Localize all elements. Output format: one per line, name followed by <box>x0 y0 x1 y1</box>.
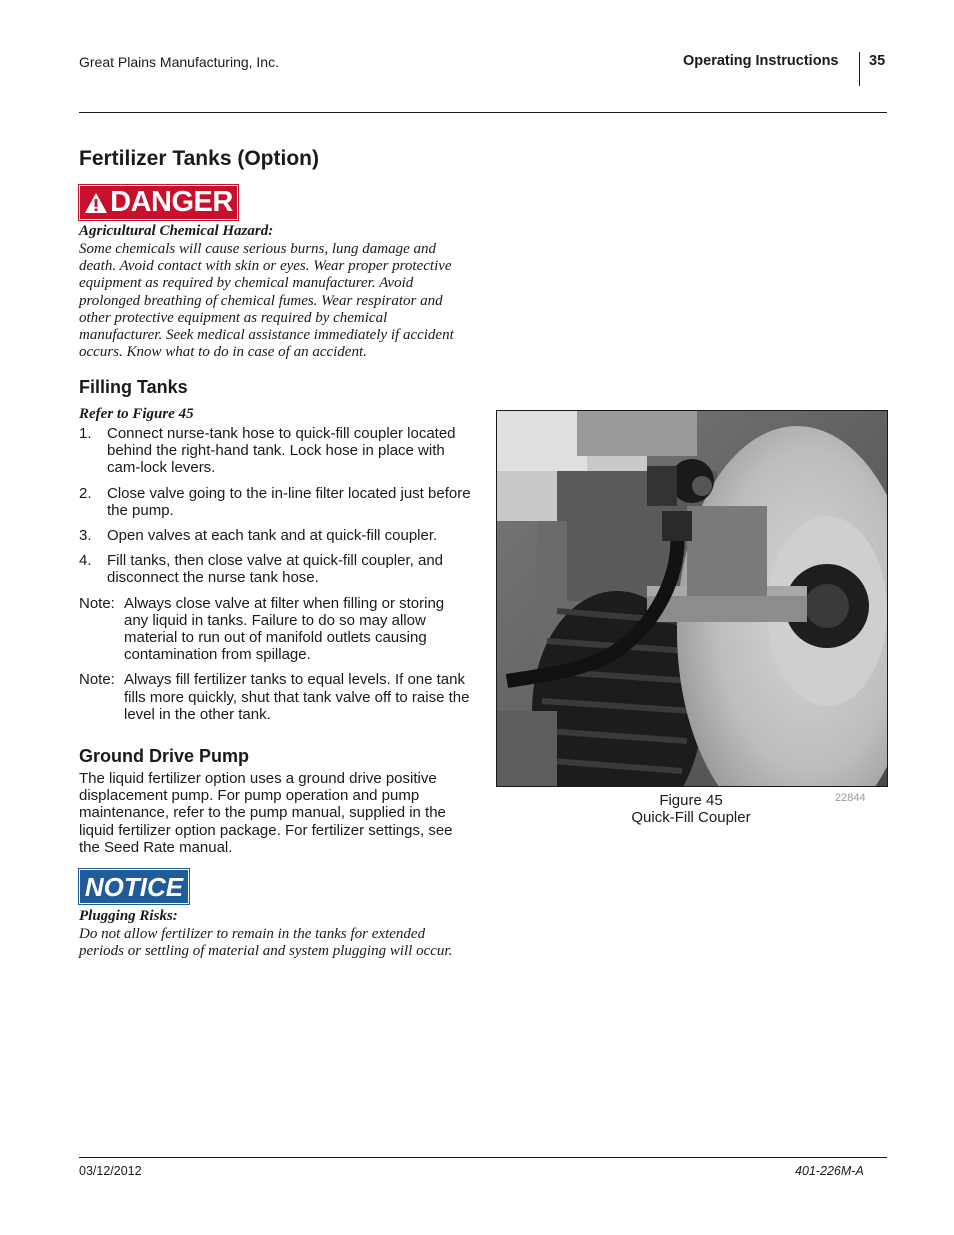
header-section: Operating Instructions <box>683 53 839 69</box>
plugging-risks-title: Plugging Risks: <box>79 908 178 924</box>
figure-title: Quick-Fill Coupler <box>631 809 751 826</box>
notice-label: NOTICE <box>84 871 184 902</box>
header-company: Great Plains Manufacturing, Inc. <box>79 54 279 70</box>
figure-label: Figure 45 <box>659 792 723 809</box>
step-text: Connect nurse-tank hose to quick-fill coupler located behind the right-hand tank. Lock hose in place with cam-lock levers. <box>107 425 456 477</box>
step-number: 3. <box>79 527 92 545</box>
photo-number: 22844 <box>835 792 866 804</box>
footer-rule <box>79 1157 887 1158</box>
page-title: Fertilizer Tanks (Option) <box>79 147 319 170</box>
step-number: 1. <box>79 425 92 442</box>
quick-fill-coupler-photo <box>496 410 888 787</box>
step-text: Open valves at each tank and at quick-fill coupler. <box>107 527 438 545</box>
hazard-title: Agricultural Chemical Hazard: <box>79 223 274 239</box>
note-label: Note: <box>79 594 115 612</box>
step-text: Close valve going to the in-line filter located just before the pump. <box>107 484 471 519</box>
step-number: 4. <box>79 552 92 570</box>
note-item <box>79 595 471 664</box>
danger-badge <box>79 185 238 220</box>
header-separator <box>859 52 860 86</box>
list-item <box>79 552 471 586</box>
notice-badge <box>79 869 189 904</box>
step-number: 2. <box>79 484 92 502</box>
filling-steps-list <box>79 425 471 731</box>
coupler-illustration <box>497 411 887 786</box>
note-text: Always close valve at filter when filling or storing any liquid in tanks. Failure to do so may allow material to run out of manifold outlets causing contamination from spillage. <box>124 594 445 664</box>
pump-body: The liquid fertilizer option uses a ground drive positive displacement pump. For pump operation and pump maintenance, refer to the pump manual, supplied in the liquid fertilizer option package. For fertilizer settings, see the Seed Rate manual. <box>79 770 453 856</box>
hazard-body: Some chemicals will cause serious burns, lung damage and death. Avoid contact with skin or eyes. Wear proper protective equipment as required by chemical manufacturer. Avoid prolonged breathing of chemical fumes. Wear respirator and other protective equipment as required by chemical manufacturer. Seek medical assistance immediately if accident occurs. Know what to do in case of an accident. <box>79 241 454 361</box>
footer-doc-number: 401-226M-A <box>795 1164 864 1178</box>
note-label: Note: <box>79 671 115 689</box>
footer-date: 03/12/2012 <box>79 1164 142 1178</box>
list-item <box>79 485 471 519</box>
header-rule <box>79 112 887 113</box>
figure-reference: Refer to Figure 45 <box>79 406 194 422</box>
warning-triangle-icon <box>84 192 108 214</box>
list-item <box>79 527 471 544</box>
ground-drive-pump-heading: Ground Drive Pump <box>79 746 250 766</box>
filling-tanks-heading: Filling Tanks <box>79 377 188 397</box>
note-text: Always fill fertilizer tanks to equal levels. If one tank fills more quickly, shut that tank valve off to raise the level in the other tank. <box>124 671 470 723</box>
list-item <box>79 425 471 477</box>
step-text: Fill tanks, then close valve at quick-fill coupler, and disconnect the nurse tank hose. <box>107 552 443 587</box>
plugging-risks-body: Do not allow fertilizer to remain in the tanks for extended periods or settling of material and system plugging will occur. <box>79 926 453 960</box>
note-item <box>79 671 471 723</box>
figure-caption <box>596 792 786 826</box>
danger-label: DANGER <box>110 186 233 218</box>
page-number: 35 <box>869 53 886 69</box>
